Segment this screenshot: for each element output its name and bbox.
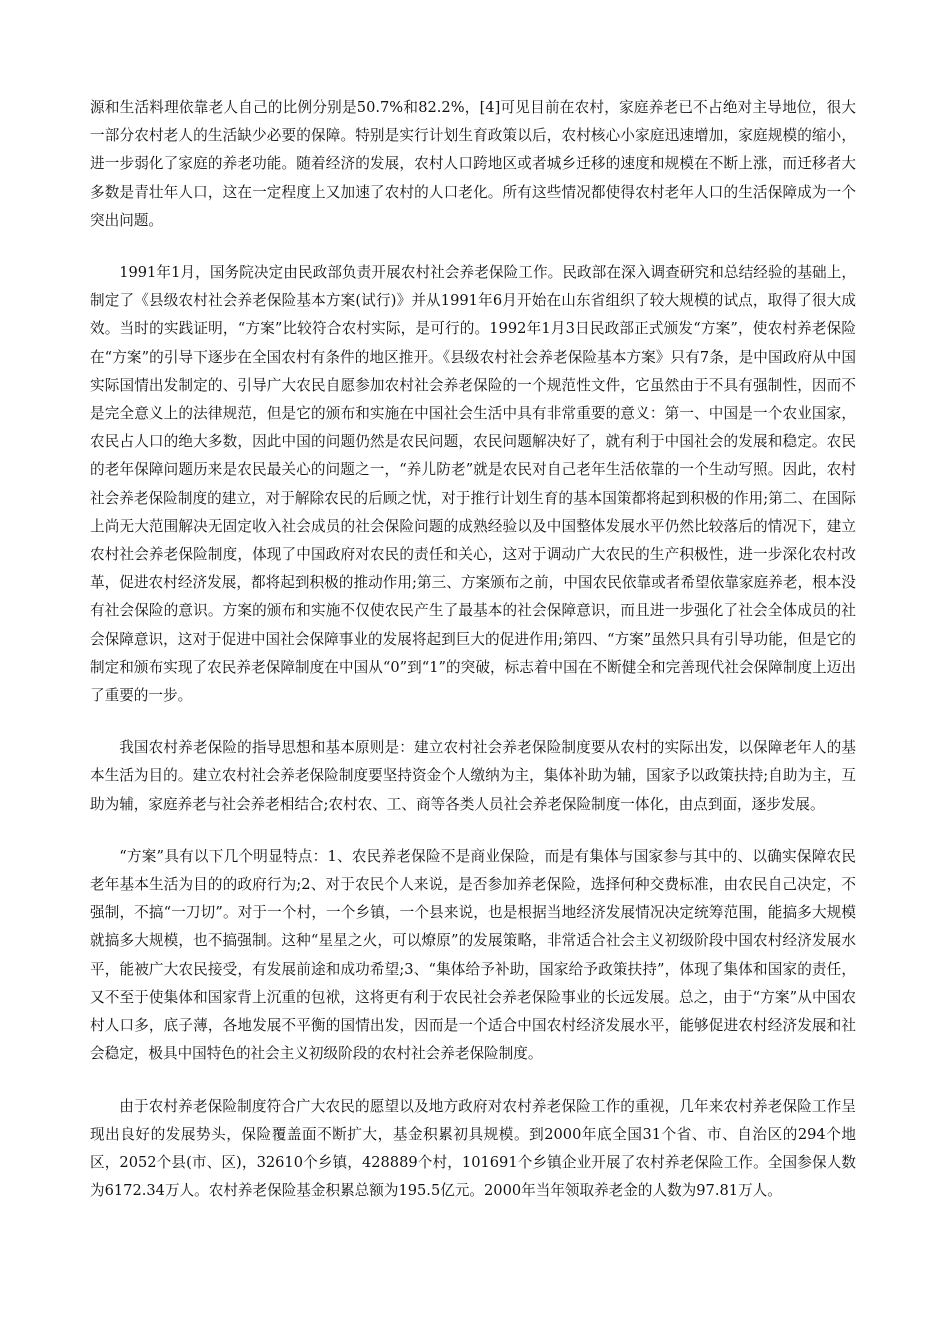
paragraph-2: 1991年1月，国务院决定由民政部负责开展农村社会养老保险工作。民政部在深入调查研究和总结经验的基础上，制定了《县级农村社会养老保险基本方案(试行)》并从1991年6月开始在山东省组织了较大规模的试点，取得了很大成效。当时的实践证明，“方案”比较符合农村实际，是可行的。1992年1月3日民政部正式颁发“方案”，使农村养老保险在“方案”的引导下逐步在全国农村有条件的地区推开。《县级农村社会养老保险基本方案》只有7条，是中国政府从中国实际国情出发制定的、引导广大农民自愿参加农村社会养老保险的一个规范性文件，它虽然由于不具有强制性，因而不是完全意义上的法律规范，但是它的颁布和实施在中国社会生活中具有非常重要的意义：第一、中国是一个农业国家，农民占人口的绝大多数，因此中国的问题仍然是农民问题，农民问题解决好了，就有利于中国社会的发展和稳定。农民的老年保障问题历来是农民最关心的问题之一，“养儿防老”就是农民对自己老年生活依靠的一个生动写照。因此，农村社会养老保险制度的建立，对于解除农民的后顾之忧，对于推行计划生育的基本国策都将起到积极的作用;第二、在国际上尚无大范围解决无固定收入社会成员的社会保险问题的成熟经验以及中国整体发展水平仍然比较落后的情况下，建立农村社会养老保险制度，体现了中国政府对农民的责任和关心，这对于调动广大农民的生产积极性，进一步深化农村改革，促进农村经济发展，都将起到积极的推动作用;第三、方案颁布之前，中国农民依靠或者希望依靠家庭养老，根本没有社会保险的意识。方案的颁布和实施不仅使农民产生了最基本的社会保障意识，而且进一步强化了社会全体成员的社会保障意识，这对于促进中国社会保障事业的发展将起到巨大的促进作用;第四、“方案”虽然只具有引导功能，但是它的制定和颁布实现了农民养老保障制度在中国从“0”到“1”的突破，标志着中国在不断健全和完善现代社会保障制度上迈出了重要的一步。 [90, 264, 856, 705]
paragraph-3: 我国农村养老保险的指导思想和基本原则是：建立农村社会养老保险制度要从农村的实际出发，以保障老年人的基本生活为目的。建立农村社会养老保险制度要坚持资金个人缴纳为主，集体补助为辅，国家予以政策扶持;自助为主，互助为辅，家庭养老与社会养老相结合;农村农、工、商等各类人员社会养老保险制度一体化，由点到面，逐步发展。 [90, 739, 856, 813]
paragraph-5: 由于农村养老保险制度符合广大农民的愿望以及地方政府对农村养老保险工作的重视，几年来农村养老保险工作呈现出良好的发展势头，保险覆盖面不断扩大，基金积累初具规模。到2000年底全国31个省、市、自治区的294个地区，2052个县(市、区)，32610个乡镇，428889个村，101691个乡镇企业开展了农村养老保险工作。全国参保人数为6172.34万人。农村养老保险基金积累总额为195.5亿元。2000年当年领取养老金的人数为97.81万人。 [90, 1097, 856, 1200]
paragraph-1: 源和生活料理依靠老人自己的比例分别是50.7%和82.2%，[4]可见目前在农村，家庭养老已不占绝对主导地位，很大一部分农村老人的生活缺少必要的保障。特别是实行计划生育政策以后，农村核心小家庭迅速增加，家庭规模的缩小，进一步弱化了家庭的养老功能。随着经济的发展，农村人口跨地区或者城乡迁移的速度和规模在不断上涨，而迁移者大多数是青壮年人口，这在一定程度上又加速了农村的人口老化。所有这些情况都使得农村老年人口的生活保障成为一个突出问题。 [90, 99, 856, 229]
document-page [90, 94, 856, 1229]
paragraph-4: “方案”具有以下几个明显特点：1、农民养老保险不是商业保险，而是有集体与国家参与其中的、以确实保障农民老年基本生活为目的的政府行为;2、对于农民个人来说，是否参加养老保险，选择何种交费标准，由农民自己决定，不强制，不搞“一刀切”。对于一个村，一个乡镇，一个县来说，也是根据当地经济发展情况决定统筹范围，能搞多大规模就搞多大规模，也不搞强制。这种“星星之火，可以燎原”的发展策略，非常适合社会主义初级阶段中国农村经济发展水平，能被广大农民接受，有发展前途和成功希望;3、“集体给予补助，国家给予政策扶持”，体现了集体和国家的责任，又不至于使集体和国家背上沉重的包袱，这将更有利于农民社会养老保险事业的长远发展。总之，由于“方案”从中国农村人口多，底子薄，各地发展不平衡的国情出发，因而是一个适合中国农村经济发展水平，能够促进农村经济发展和社会稳定，极具中国特色的社会主义初级阶段的农村社会养老保险制度。 [90, 847, 856, 1063]
